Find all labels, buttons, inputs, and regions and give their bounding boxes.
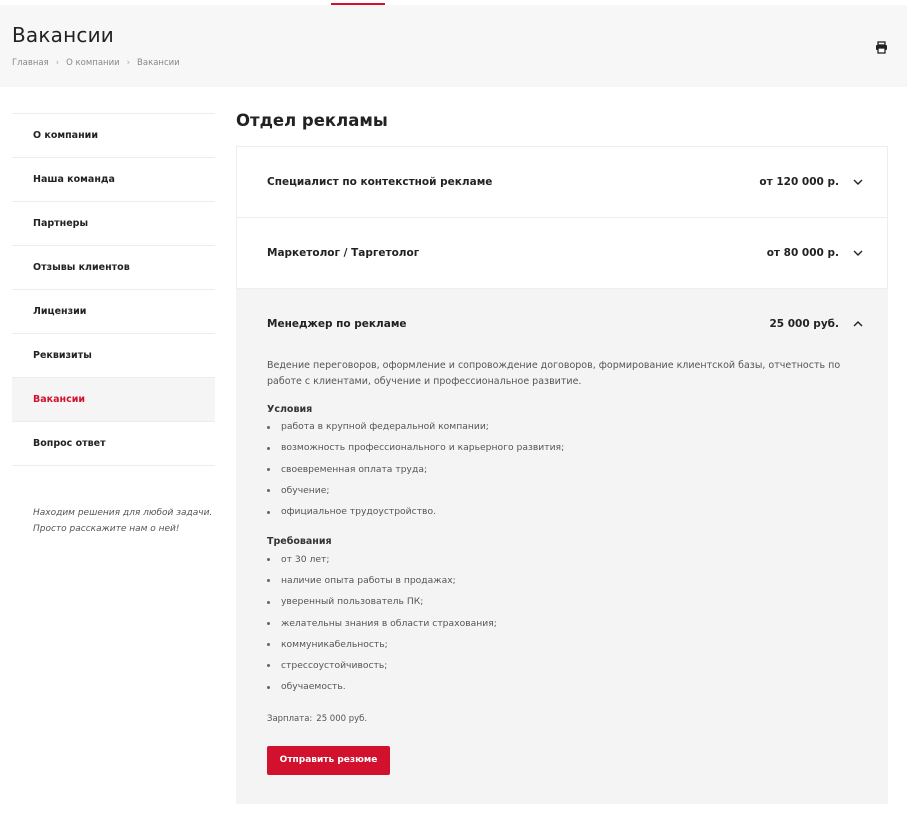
section-title: Отдел рекламы <box>236 111 388 130</box>
list-item: уверенный пользователь ПК; <box>267 591 857 612</box>
breadcrumb-separator: › <box>55 58 60 68</box>
vacancy-title: Менеджер по рекламе <box>267 318 407 330</box>
sidebar-divider <box>12 465 215 466</box>
sidebar-item-vacancies[interactable]: Вакансии <box>12 377 215 421</box>
conditions-title: Условия <box>267 404 313 415</box>
vacancy-salary: от 120 000 р. <box>759 176 839 188</box>
chevron-up-icon[interactable] <box>853 319 863 329</box>
breadcrumb-about[interactable]: О компании <box>66 58 120 68</box>
list-item: наличие опыта работы в продажах; <box>267 570 857 591</box>
vacancies-accordion <box>236 146 888 804</box>
list-item: официальное трудоустройство. <box>267 501 857 522</box>
list-item: обучаемость. <box>267 676 857 697</box>
vacancy-details <box>237 358 887 803</box>
sidebar-note <box>33 505 218 537</box>
page-header <box>0 5 907 87</box>
breadcrumb-home[interactable]: Главная <box>12 58 49 68</box>
list-item: своевременная оплата труда; <box>267 459 857 480</box>
sidebar-item-about[interactable]: О компании <box>12 113 215 157</box>
vacancy-header[interactable] <box>237 289 887 359</box>
vacancy-item <box>236 218 888 289</box>
sidebar-item-requisites[interactable]: Реквизиты <box>12 333 215 377</box>
sidebar-item-licenses[interactable]: Лицензии <box>12 289 215 333</box>
vacancy-description: Ведение переговоров, оформление и сопровождение договоров, формирование клиентской базы, отчетность по работе с клиентами, обучение и профессиональное развитие. <box>267 360 841 387</box>
list-item: от 30 лет; <box>267 548 857 569</box>
requirements-list <box>267 548 857 697</box>
requirements-title: Требования <box>267 536 332 548</box>
vacancy-title: Специалист по контекстной рекламе <box>267 176 493 188</box>
vacancy-item-expanded <box>236 289 888 804</box>
chevron-down-icon[interactable] <box>853 177 863 187</box>
sidebar-item-partners[interactable]: Партнеры <box>12 201 215 245</box>
list-item: возможность профессионального и карьерного развития; <box>267 437 857 458</box>
sidebar-item-team[interactable]: Наша команда <box>12 157 215 201</box>
vacancy-item <box>236 146 888 218</box>
list-item: обучение; <box>267 480 857 501</box>
breadcrumb-separator: › <box>126 58 131 68</box>
vacancy-header[interactable] <box>237 147 887 217</box>
sidebar-note-line1: Находим решения для любой задачи. <box>33 508 213 518</box>
send-resume-button[interactable]: Отправить резюме <box>267 746 390 775</box>
salary-value: 25 000 руб. <box>316 713 368 724</box>
vacancy-title: Маркетолог / Таргетолог <box>267 247 420 259</box>
sidebar-item-faq[interactable]: Вопрос ответ <box>12 421 215 465</box>
salary-line <box>267 714 857 724</box>
list-item: желательны знания в области страхования; <box>267 612 857 633</box>
vacancy-salary: 25 000 руб. <box>769 318 839 330</box>
salary-label: Зарплата: <box>267 713 313 724</box>
breadcrumb <box>12 58 180 68</box>
list-item: стрессоустойчивость; <box>267 655 857 676</box>
list-item: коммуникабельность; <box>267 634 857 655</box>
vacancy-salary: от 80 000 р. <box>766 247 839 259</box>
sidebar-nav <box>12 113 215 466</box>
page-title: Вакансии <box>12 23 114 47</box>
list-item: работа в крупной федеральной компании; <box>267 416 857 437</box>
sidebar-note-line2: Просто расскажите нам о ней! <box>33 524 180 534</box>
conditions-list <box>267 416 857 522</box>
breadcrumb-current: Вакансии <box>137 58 180 68</box>
sidebar-item-reviews[interactable]: Отзывы клиентов <box>12 245 215 289</box>
printer-icon[interactable] <box>875 39 888 52</box>
vacancy-header[interactable] <box>237 218 887 288</box>
chevron-down-icon[interactable] <box>853 248 863 258</box>
